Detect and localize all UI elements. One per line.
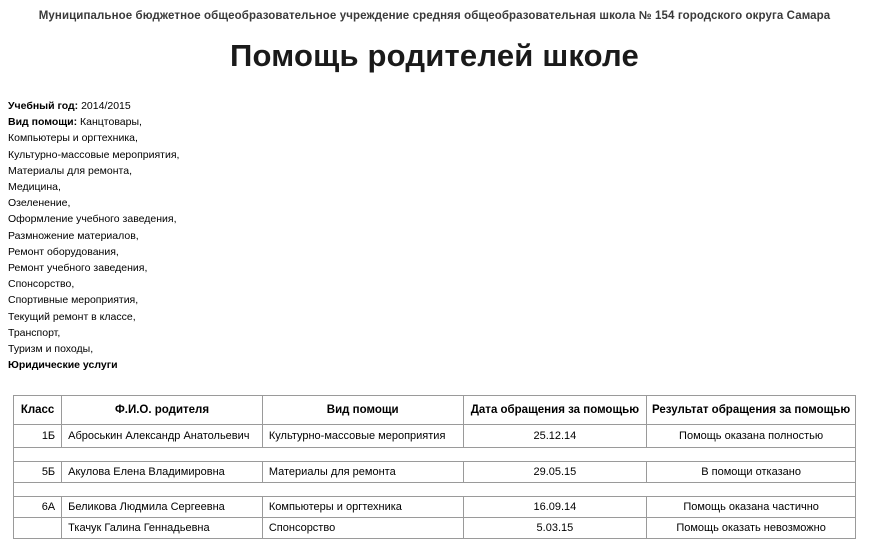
help-kind-item-line bbox=[8, 341, 869, 357]
column-header-request-date: Дата обращения за помощью bbox=[463, 396, 647, 425]
cell-help-type: Материалы для ремонта bbox=[262, 462, 463, 483]
cell-parent-name: Беликова Людмила Сергеевна bbox=[62, 497, 263, 518]
help-kind-item-line bbox=[8, 163, 869, 179]
help-kind-item: Спортивные мероприятия, bbox=[8, 294, 139, 307]
column-header-class: Класс bbox=[14, 396, 62, 425]
help-kind-item-line bbox=[8, 195, 869, 211]
academic-year-value: 2014/2015 bbox=[81, 100, 131, 112]
column-header-help-type: Вид помощи bbox=[262, 396, 463, 425]
help-kind-item-line bbox=[8, 228, 869, 244]
help-kind-item-line bbox=[8, 260, 869, 276]
page-title: Помощь родителей школе bbox=[230, 38, 639, 73]
cell-parent-name: Ткачук Галина Геннадьевна bbox=[62, 518, 263, 539]
cell-parent-name: Акулова Елена Владимировна bbox=[62, 462, 263, 483]
table-row bbox=[14, 518, 856, 539]
help-kind-item-line bbox=[8, 130, 869, 146]
cell-class: 1Б bbox=[14, 425, 62, 448]
help-kind-item: Размножение материалов, bbox=[8, 229, 139, 242]
document-meta bbox=[8, 98, 869, 373]
help-kind-item-line bbox=[8, 357, 869, 373]
cell-result: Помощь оказана частично bbox=[647, 497, 856, 518]
table-row bbox=[14, 497, 856, 518]
cell-parent-name: Аброськин Александр Анатольевич bbox=[62, 425, 263, 448]
organization-header: Муниципальное бюджетное общеобразовательное учреждение средняя общеобразовательная школа № 154 городского округа Самара bbox=[38, 10, 831, 22]
help-kind-label: Вид помощи: bbox=[8, 116, 78, 129]
column-header-result: Результат обращения за помощью bbox=[647, 396, 856, 425]
help-kind-item-line bbox=[8, 292, 869, 308]
help-kind-item-line bbox=[8, 179, 869, 195]
help-kind-item: Транспорт, bbox=[8, 326, 61, 339]
academic-year-label: Учебный год: bbox=[8, 100, 79, 112]
academic-year-line bbox=[8, 98, 869, 114]
help-kind-item-line bbox=[8, 325, 869, 341]
cell-class bbox=[14, 518, 62, 539]
cell-request-date: 5.03.15 bbox=[463, 518, 647, 539]
help-kind-item: Спонсорство, bbox=[8, 278, 75, 291]
help-kind-item: Туризм и походы, bbox=[8, 343, 94, 356]
cell-request-date: 16.09.14 bbox=[463, 497, 647, 518]
cell-request-date: 25.12.14 bbox=[463, 425, 647, 448]
help-kind-item-line bbox=[8, 244, 869, 260]
group-separator bbox=[14, 483, 856, 497]
help-kind-item-line bbox=[8, 276, 869, 292]
table-header-row bbox=[14, 396, 856, 425]
help-kind-first-line bbox=[8, 114, 869, 130]
help-kind-item: Культурно-массовые мероприятия, bbox=[8, 148, 180, 161]
cell-result: Помощь оказана полностью bbox=[647, 425, 856, 448]
group-separator bbox=[14, 448, 856, 462]
cell-class: 6А bbox=[14, 497, 62, 518]
cell-request-date: 29.05.15 bbox=[463, 462, 647, 483]
cell-help-type: Спонсорство bbox=[262, 518, 463, 539]
help-kind-item-line bbox=[8, 309, 869, 325]
help-kind-item: Юридические услуги bbox=[8, 359, 118, 372]
parent-help-table bbox=[13, 395, 856, 539]
help-kind-item-line bbox=[8, 147, 869, 163]
help-kind-item: Компьютеры и оргтехника, bbox=[8, 132, 138, 145]
help-kind-item-line bbox=[8, 211, 869, 227]
column-header-parent-name: Ф.И.О. родителя bbox=[62, 396, 263, 425]
help-kind-item: Ремонт учебного заведения, bbox=[8, 262, 148, 275]
help-kind-item: Канцтовары, bbox=[80, 116, 142, 129]
cell-result: В помощи отказано bbox=[647, 462, 856, 483]
cell-help-type: Компьютеры и оргтехника bbox=[262, 497, 463, 518]
table-row bbox=[14, 425, 856, 448]
table-row bbox=[14, 462, 856, 483]
cell-class: 5Б bbox=[14, 462, 62, 483]
help-kind-item: Материалы для ремонта, bbox=[8, 164, 132, 177]
help-kind-item: Оформление учебного заведения, bbox=[8, 213, 177, 226]
help-kind-item: Текущий ремонт в классе, bbox=[8, 310, 136, 323]
help-kind-item: Озеленение, bbox=[8, 197, 71, 210]
cell-help-type: Культурно-массовые мероприятия bbox=[262, 425, 463, 448]
cell-result: Помощь оказать невозможно bbox=[647, 518, 856, 539]
help-kind-item: Медицина, bbox=[8, 181, 61, 194]
help-kind-item: Ремонт оборудования, bbox=[8, 245, 119, 258]
